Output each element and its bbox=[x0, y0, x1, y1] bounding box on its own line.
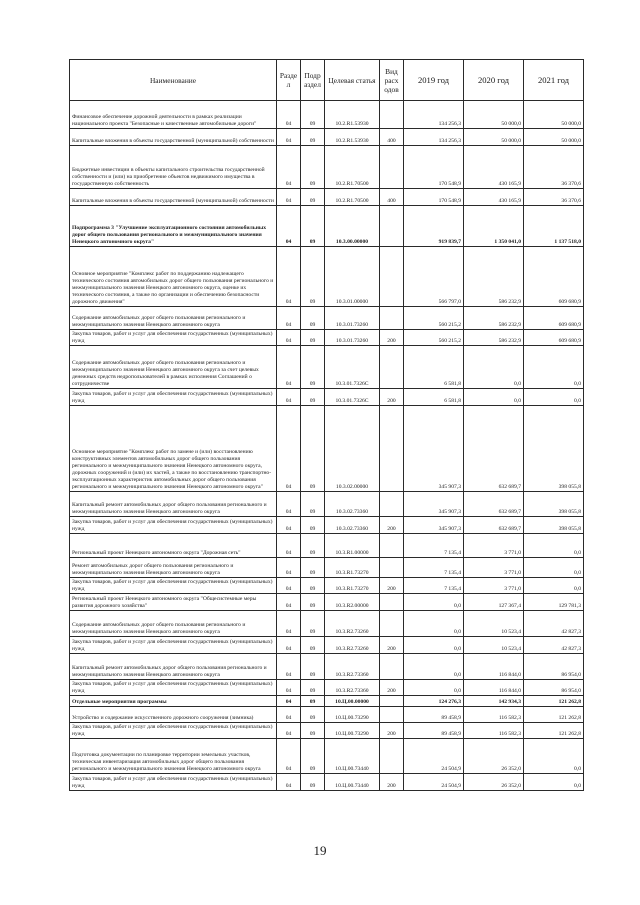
row-amount-2021: 42 827,3 bbox=[524, 611, 584, 637]
row-amount-2020: 586 232,9 bbox=[464, 307, 524, 330]
row-amount-2019: 345 907,3 bbox=[404, 406, 464, 492]
row-amount-2020: 50 000,0 bbox=[464, 129, 524, 146]
row-section: 04 bbox=[277, 707, 301, 723]
row-subsection: 09 bbox=[301, 707, 325, 723]
row-subsection: 09 bbox=[301, 406, 325, 492]
row-amount-2021: 50 000,0 bbox=[524, 101, 584, 129]
header-section: Разде л bbox=[277, 60, 301, 101]
budget-table bbox=[69, 59, 584, 791]
row-amount-2019: 134 256,3 bbox=[404, 129, 464, 146]
row-expense-type bbox=[380, 534, 404, 558]
row-amount-2019: 170 548,9 bbox=[404, 189, 464, 206]
row-amount-2019: 560 215,2 bbox=[404, 307, 464, 330]
row-amount-2020: 0,0 bbox=[464, 389, 524, 406]
row-name: Региональный проект Ненецкого автономного округа "Дорожная сеть" bbox=[70, 534, 277, 558]
row-expense-type bbox=[380, 594, 404, 611]
row-name: Закупка товаров, работ и услуг для обеспечения государственных (муниципальных) нужд bbox=[70, 578, 277, 594]
table-row bbox=[70, 146, 584, 189]
row-amount-2020: 430 165,9 bbox=[464, 146, 524, 189]
row-expense-type bbox=[380, 406, 404, 492]
row-name: Капитальный ремонт автомобильных дорог общего пользования регионального и межмуниципального значения Ненецкого автономного округа bbox=[70, 492, 277, 517]
row-subsection: 09 bbox=[301, 206, 325, 247]
row-amount-2021: 0,0 bbox=[524, 578, 584, 594]
row-subsection: 09 bbox=[301, 637, 325, 654]
row-subsection: 09 bbox=[301, 101, 325, 129]
row-section: 04 bbox=[277, 696, 301, 707]
row-expense-type bbox=[380, 101, 404, 129]
row-subsection: 09 bbox=[301, 594, 325, 611]
row-target-article: 10.3.R2.73360 bbox=[325, 654, 380, 680]
table-row bbox=[70, 534, 584, 558]
row-expense-type bbox=[380, 146, 404, 189]
row-amount-2020: 116 582,3 bbox=[464, 723, 524, 739]
row-expense-type: 200 bbox=[380, 723, 404, 739]
row-amount-2021: 121 262,8 bbox=[524, 696, 584, 707]
row-amount-2021: 0,0 bbox=[524, 389, 584, 406]
row-name: Капитальные вложения в объекты государственной (муниципальной) собственности bbox=[70, 189, 277, 206]
row-amount-2019: 24 504,9 bbox=[404, 774, 464, 791]
row-expense-type bbox=[380, 696, 404, 707]
table-row bbox=[70, 611, 584, 637]
row-amount-2020: 116 582,3 bbox=[464, 707, 524, 723]
row-amount-2021: 0,0 bbox=[524, 534, 584, 558]
header-year-2021: 2021 год bbox=[524, 60, 584, 101]
row-name: Закупка товаров, работ и услуг для обеспечения государственных (муниципальных) нужд bbox=[70, 680, 277, 696]
row-target-article: 10.Ц.00.00000 bbox=[325, 696, 380, 707]
row-expense-type: 200 bbox=[380, 680, 404, 696]
row-name: Закупка товаров, работ и услуг для обеспечения государственных (муниципальных) нужд bbox=[70, 330, 277, 346]
row-amount-2021: 86 954,0 bbox=[524, 680, 584, 696]
row-subsection: 09 bbox=[301, 739, 325, 774]
row-target-article: 10.2.R1.53930 bbox=[325, 101, 380, 129]
row-amount-2021: 0,0 bbox=[524, 774, 584, 791]
row-amount-2019: 0,0 bbox=[404, 611, 464, 637]
table-row bbox=[70, 739, 584, 774]
row-amount-2020: 142 934,3 bbox=[464, 696, 524, 707]
row-amount-2019: 560 215,2 bbox=[404, 330, 464, 346]
row-amount-2020: 50 000,0 bbox=[464, 101, 524, 129]
row-section: 04 bbox=[277, 637, 301, 654]
row-amount-2019: 124 276,3 bbox=[404, 696, 464, 707]
table-body bbox=[70, 101, 584, 791]
row-amount-2021: 36 370,6 bbox=[524, 189, 584, 206]
row-name: Содержание автомобильных дорог общего пользования регионального и межмуниципального значения Ненецкого автономного округа bbox=[70, 611, 277, 637]
row-section: 04 bbox=[277, 189, 301, 206]
row-amount-2020: 3 771,0 bbox=[464, 578, 524, 594]
row-amount-2020: 586 232,9 bbox=[464, 330, 524, 346]
row-amount-2019: 0,0 bbox=[404, 680, 464, 696]
row-section: 04 bbox=[277, 578, 301, 594]
row-subsection: 09 bbox=[301, 129, 325, 146]
row-subsection: 09 bbox=[301, 307, 325, 330]
row-amount-2020: 3 771,0 bbox=[464, 534, 524, 558]
row-section: 04 bbox=[277, 206, 301, 247]
row-name: Региональный проект Ненецкого автономного округа "Общесистемные меры развития дорожного хозяйства" bbox=[70, 594, 277, 611]
row-section: 04 bbox=[277, 739, 301, 774]
table-row bbox=[70, 247, 584, 307]
row-amount-2019: 6 581,8 bbox=[404, 346, 464, 389]
row-target-article: 10.2.R1.70500 bbox=[325, 189, 380, 206]
row-expense-type bbox=[380, 654, 404, 680]
table-row bbox=[70, 406, 584, 492]
table-row bbox=[70, 307, 584, 330]
table-row bbox=[70, 696, 584, 707]
row-expense-type bbox=[380, 739, 404, 774]
row-amount-2019: 0,0 bbox=[404, 637, 464, 654]
row-amount-2021: 0,0 bbox=[524, 346, 584, 389]
row-section: 04 bbox=[277, 558, 301, 578]
row-section: 04 bbox=[277, 146, 301, 189]
row-target-article: 10.Ц.00.73440 bbox=[325, 739, 380, 774]
row-target-article: 10.2.R1.70500 bbox=[325, 146, 380, 189]
table-row bbox=[70, 637, 584, 654]
row-subsection: 09 bbox=[301, 189, 325, 206]
row-name: Подпрограмма 3 "Улучшение эксплуатационного состояния автомобильных дорог общего пользования регионального и межмуниципального значения Ненецкого автономного округа" bbox=[70, 206, 277, 247]
row-target-article: 10.3.R1.73270 bbox=[325, 558, 380, 578]
row-section: 04 bbox=[277, 680, 301, 696]
row-section: 04 bbox=[277, 492, 301, 517]
row-amount-2021: 609 680,9 bbox=[524, 247, 584, 307]
row-amount-2021: 398 055,8 bbox=[524, 406, 584, 492]
row-target-article: 10.3.01.7326С bbox=[325, 346, 380, 389]
row-amount-2020: 26 352,0 bbox=[464, 774, 524, 791]
row-section: 04 bbox=[277, 101, 301, 129]
row-amount-2021: 129 781,3 bbox=[524, 594, 584, 611]
row-subsection: 09 bbox=[301, 330, 325, 346]
row-section: 04 bbox=[277, 330, 301, 346]
row-name: Закупка товаров, работ и услуг для обеспечения государственных (муниципальных) нужд bbox=[70, 389, 277, 406]
row-amount-2020: 632 689,7 bbox=[464, 406, 524, 492]
row-subsection: 09 bbox=[301, 654, 325, 680]
row-subsection: 09 bbox=[301, 517, 325, 534]
row-subsection: 09 bbox=[301, 611, 325, 637]
row-name: Закупка товаров, работ и услуг для обеспечения государственных (муниципальных) нужд bbox=[70, 637, 277, 654]
row-amount-2020: 1 350 041,0 bbox=[464, 206, 524, 247]
row-amount-2019: 89 458,9 bbox=[404, 723, 464, 739]
row-amount-2019: 345 907,3 bbox=[404, 517, 464, 534]
table-row bbox=[70, 654, 584, 680]
row-name: Капитальный ремонт автомобильных дорог общего пользования регионального и межмуниципального значения Ненецкого автономного округа bbox=[70, 654, 277, 680]
row-target-article: 10.3.01.00000 bbox=[325, 247, 380, 307]
row-subsection: 09 bbox=[301, 534, 325, 558]
table-row bbox=[70, 578, 584, 594]
row-amount-2021: 609 680,9 bbox=[524, 330, 584, 346]
row-amount-2021: 0,0 bbox=[524, 739, 584, 774]
row-amount-2019: 7 135,4 bbox=[404, 534, 464, 558]
row-subsection: 09 bbox=[301, 680, 325, 696]
row-amount-2021: 50 000,0 bbox=[524, 129, 584, 146]
row-amount-2019: 134 256,3 bbox=[404, 101, 464, 129]
row-section: 04 bbox=[277, 774, 301, 791]
row-target-article: 10.3.01.73260 bbox=[325, 307, 380, 330]
row-name: Основное мероприятие "Комплекс работ по поддержанию надлежащего технического состояния автомобильных дорог общего пользования регионального и межмуниципального значения Ненецкого автономного округа, оценке их технического состояния, а также по организации и обеспечению безопасности дорожного движения" bbox=[70, 247, 277, 307]
row-amount-2019: 0,0 bbox=[404, 654, 464, 680]
row-expense-type: 200 bbox=[380, 330, 404, 346]
header-row bbox=[70, 60, 584, 101]
table-row bbox=[70, 774, 584, 791]
page-number: 19 bbox=[313, 843, 327, 858]
row-subsection: 09 bbox=[301, 346, 325, 389]
table-row bbox=[70, 707, 584, 723]
table-row bbox=[70, 594, 584, 611]
row-amount-2019: 89 458,9 bbox=[404, 707, 464, 723]
row-section: 04 bbox=[277, 129, 301, 146]
row-target-article: 10.3.00.00000 bbox=[325, 206, 380, 247]
row-amount-2021: 121 262,8 bbox=[524, 723, 584, 739]
row-subsection: 09 bbox=[301, 696, 325, 707]
table-row bbox=[70, 330, 584, 346]
table-row bbox=[70, 206, 584, 247]
row-expense-type: 400 bbox=[380, 189, 404, 206]
row-subsection: 09 bbox=[301, 774, 325, 791]
row-section: 04 bbox=[277, 406, 301, 492]
row-name: Бюджетные инвестиции в объекты капитального строительства государственной собственности и (или) на приобретение объектов недвижимого имущества в государственную собственность bbox=[70, 146, 277, 189]
row-expense-type bbox=[380, 707, 404, 723]
row-expense-type bbox=[380, 346, 404, 389]
row-amount-2019: 7 135,4 bbox=[404, 558, 464, 578]
row-name: Основное мероприятие "Комплекс работ по замене и (или) восстановлению конструктивных элементов автомобильных дорог общего пользования регионального и межмуниципального значения Ненецкого автономного округа, дорожных сооружений и (или) их частей, а также по восстановлению транспортно-эксплуатационных характеристик автомобильных дорог общего пользования регионального и межмуниципального значения Ненецкого автономного округа" bbox=[70, 406, 277, 492]
row-target-article: 10.3.R2.00000 bbox=[325, 594, 380, 611]
row-expense-type bbox=[380, 492, 404, 517]
header-expense-type: Вид расх одов bbox=[380, 60, 404, 101]
row-name: Ремонт автомобильных дорог общего пользования регионального и межмуниципального значения Ненецкого автономного округа bbox=[70, 558, 277, 578]
row-subsection: 09 bbox=[301, 578, 325, 594]
row-target-article: 10.3.02.73360 bbox=[325, 492, 380, 517]
row-amount-2021: 121 262,8 bbox=[524, 707, 584, 723]
row-expense-type: 400 bbox=[380, 129, 404, 146]
row-section: 04 bbox=[277, 346, 301, 389]
row-section: 04 bbox=[277, 654, 301, 680]
row-subsection: 09 bbox=[301, 247, 325, 307]
row-expense-type: 200 bbox=[380, 774, 404, 791]
row-name: Закупка товаров, работ и услуг для обеспечения государственных (муниципальных) нужд bbox=[70, 774, 277, 791]
table-row bbox=[70, 723, 584, 739]
row-amount-2019: 345 907,3 bbox=[404, 492, 464, 517]
row-amount-2019: 566 797,0 bbox=[404, 247, 464, 307]
row-amount-2019: 6 581,8 bbox=[404, 389, 464, 406]
row-target-article: 10.3.R2.73360 bbox=[325, 680, 380, 696]
row-target-article: 10.Ц.00.73290 bbox=[325, 723, 380, 739]
table-row bbox=[70, 389, 584, 406]
header-name: Наименование bbox=[70, 60, 277, 101]
row-target-article: 10.3.02.00000 bbox=[325, 406, 380, 492]
row-target-article: 10.3.R1.00000 bbox=[325, 534, 380, 558]
row-amount-2020: 586 232,9 bbox=[464, 247, 524, 307]
row-section: 04 bbox=[277, 247, 301, 307]
row-name: Финансовое обеспечение дорожной деятельности в рамках реализации национального проекта "Безопасные и качественные автомобильные дороги" bbox=[70, 101, 277, 129]
row-subsection: 09 bbox=[301, 146, 325, 189]
row-expense-type bbox=[380, 307, 404, 330]
row-target-article: 10.3.01.7326С bbox=[325, 389, 380, 406]
row-name: Содержание автомобильных дорог общего пользования регионального и межмуниципального значения Ненецкого автономного округа за счет целевых денежных средств недропользователей в рамках исполнения Соглашений о сотрудничестве bbox=[70, 346, 277, 389]
row-amount-2020: 26 352,0 bbox=[464, 739, 524, 774]
row-amount-2020: 127 367,4 bbox=[464, 594, 524, 611]
table-row bbox=[70, 101, 584, 129]
row-name: Содержание автомобильных дорог общего пользования регионального и межмуниципального значения Ненецкого автономного округа bbox=[70, 307, 277, 330]
row-name: Капитальные вложения в объекты государственной (муниципальной) собственности bbox=[70, 129, 277, 146]
row-amount-2020: 430 165,9 bbox=[464, 189, 524, 206]
row-section: 04 bbox=[277, 534, 301, 558]
row-amount-2021: 36 370,6 bbox=[524, 146, 584, 189]
row-section: 04 bbox=[277, 389, 301, 406]
header-year-2020: 2020 год bbox=[464, 60, 524, 101]
row-section: 04 bbox=[277, 594, 301, 611]
row-target-article: 10.Ц.00.73290 bbox=[325, 707, 380, 723]
row-amount-2019: 0,0 bbox=[404, 594, 464, 611]
row-target-article: 10.3.02.73360 bbox=[325, 517, 380, 534]
row-section: 04 bbox=[277, 307, 301, 330]
row-expense-type: 200 bbox=[380, 637, 404, 654]
table-row bbox=[70, 129, 584, 146]
row-name: Отдельные мероприятия программы bbox=[70, 696, 277, 707]
row-subsection: 09 bbox=[301, 492, 325, 517]
row-target-article: 10.3.01.73260 bbox=[325, 330, 380, 346]
row-name: Закупка товаров, работ и услуг для обеспечения государственных (муниципальных) нужд bbox=[70, 723, 277, 739]
row-name: Закупка товаров, работ и услуг для обеспечения государственных (муниципальных) нужд bbox=[70, 517, 277, 534]
row-target-article: 10.2.R1.53930 bbox=[325, 129, 380, 146]
table-header bbox=[70, 60, 584, 101]
header-year-2019: 2019 год bbox=[404, 60, 464, 101]
row-amount-2021: 42 827,3 bbox=[524, 637, 584, 654]
row-expense-type bbox=[380, 611, 404, 637]
table-row bbox=[70, 346, 584, 389]
row-target-article: 10.Ц.00.73440 bbox=[325, 774, 380, 791]
row-name: Подготовка документации по планировке территории земельных участков, техническая инвентаризация автомобильных дорог общего пользования регионального и межмуниципального значения Ненецкого автономного округа bbox=[70, 739, 277, 774]
header-target-article: Целевая статья bbox=[325, 60, 380, 101]
row-amount-2019: 170 548,9 bbox=[404, 146, 464, 189]
row-expense-type bbox=[380, 558, 404, 578]
row-subsection: 09 bbox=[301, 389, 325, 406]
row-amount-2019: 7 135,4 bbox=[404, 578, 464, 594]
row-section: 04 bbox=[277, 723, 301, 739]
table-row bbox=[70, 492, 584, 517]
row-section: 04 bbox=[277, 517, 301, 534]
row-amount-2021: 398 055,8 bbox=[524, 492, 584, 517]
row-amount-2019: 919 839,7 bbox=[404, 206, 464, 247]
row-expense-type bbox=[380, 206, 404, 247]
row-target-article: 10.3.R1.73270 bbox=[325, 578, 380, 594]
row-amount-2020: 0,0 bbox=[464, 346, 524, 389]
row-amount-2020: 3 771,0 bbox=[464, 558, 524, 578]
row-expense-type: 200 bbox=[380, 389, 404, 406]
row-amount-2020: 116 844,0 bbox=[464, 680, 524, 696]
row-subsection: 09 bbox=[301, 723, 325, 739]
row-amount-2020: 116 844,0 bbox=[464, 654, 524, 680]
row-expense-type: 200 bbox=[380, 517, 404, 534]
row-amount-2020: 632 689,7 bbox=[464, 492, 524, 517]
row-amount-2021: 1 137 518,0 bbox=[524, 206, 584, 247]
header-subsection: Подр аздел bbox=[301, 60, 325, 101]
row-amount-2020: 10 523,4 bbox=[464, 637, 524, 654]
table-row bbox=[70, 558, 584, 578]
row-amount-2021: 609 680,9 bbox=[524, 307, 584, 330]
row-section: 04 bbox=[277, 611, 301, 637]
row-expense-type bbox=[380, 247, 404, 307]
row-name: Устройство и содержание искусственного дорожного сооружения (зимника) bbox=[70, 707, 277, 723]
table-row bbox=[70, 189, 584, 206]
row-amount-2021: 398 055,8 bbox=[524, 517, 584, 534]
row-target-article: 10.3.R2.73260 bbox=[325, 637, 380, 654]
row-amount-2020: 632 689,7 bbox=[464, 517, 524, 534]
table-row bbox=[70, 680, 584, 696]
row-amount-2019: 24 504,9 bbox=[404, 739, 464, 774]
row-expense-type: 200 bbox=[380, 578, 404, 594]
row-amount-2021: 86 954,0 bbox=[524, 654, 584, 680]
row-amount-2021: 0,0 bbox=[524, 558, 584, 578]
table-row bbox=[70, 517, 584, 534]
row-amount-2020: 10 523,4 bbox=[464, 611, 524, 637]
row-subsection: 09 bbox=[301, 558, 325, 578]
row-target-article: 10.3.R2.73260 bbox=[325, 611, 380, 637]
